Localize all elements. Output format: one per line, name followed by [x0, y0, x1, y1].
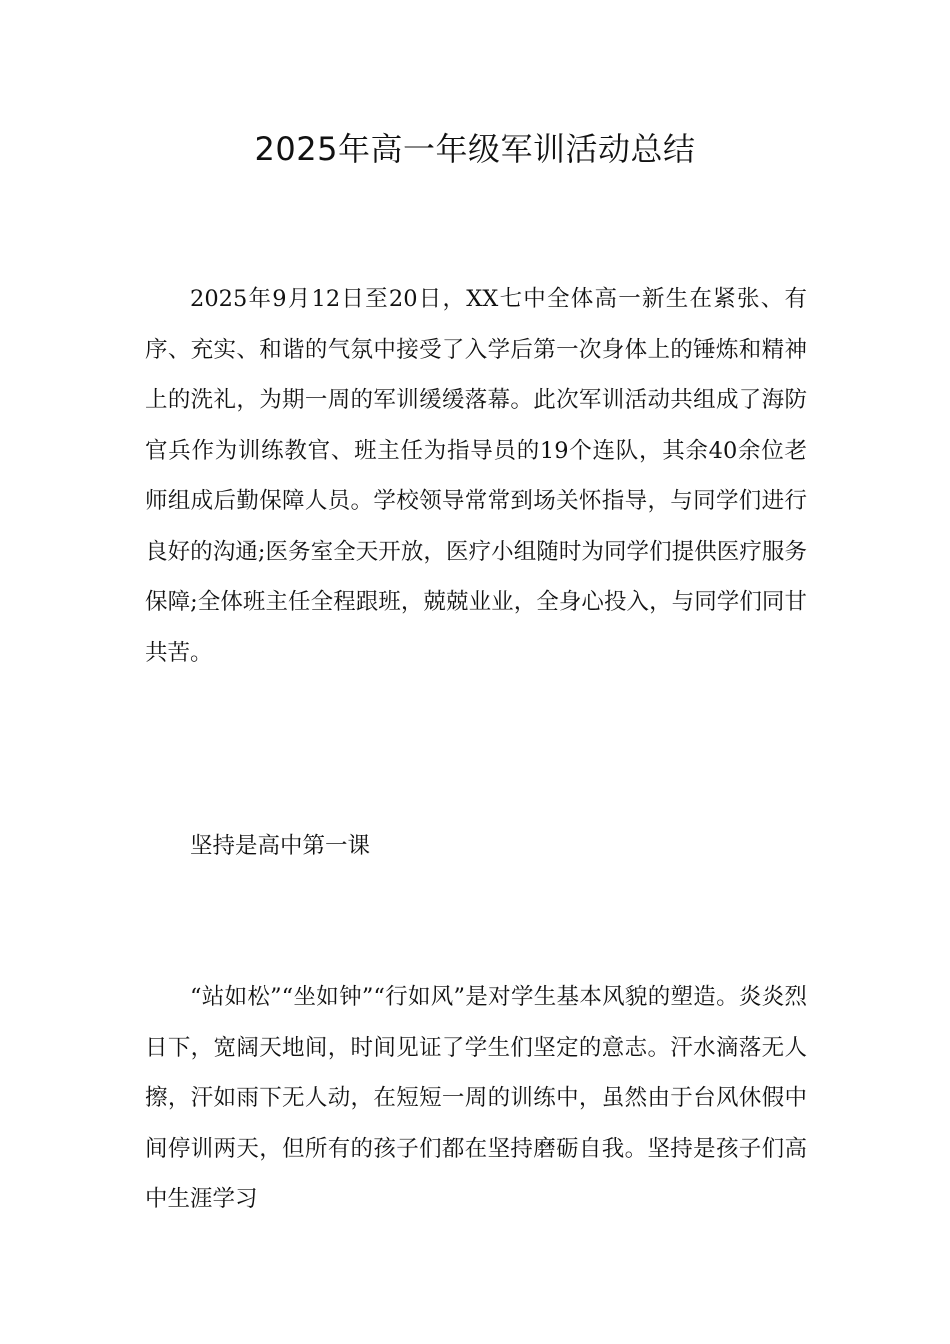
intro-paragraph: 2025年9月12日至20日，XX七中全体高一新生在紧张、有序、充实、和谐的气氛中接受了入学后第一次身体上的锤炼和精神上的洗礼，为期一周的军训缓缓落幕。此次军训活动共组成了海防官兵作为训练教官、班主任为指导员的19个连队，其余40余位老师组成后勤保障人员。学校领导常常到场关怀指导，与同学们进行良好的沟通;医务室全天开放，医疗小组随时为同学们提供医疗服务保障;全体班主任全程跟班，兢兢业业，全身心投入，与同学们同甘共苦。 [145, 286, 807, 666]
section-heading: 坚持是高中第一课 [190, 833, 371, 859]
document-title: 2025年高一年级军训活动总结 [254, 130, 696, 168]
section-paragraph: “站如松”“坐如钟”“行如风”是对学生基本风貌的塑造。炎炎烈日下，宽阔天地间，时间见证了学生们坚定的意志。汗水滴落无人擦，汗如雨下无人动，在短短一周的训练中，虽然由于台风休假中间停训两天，但所有的孩子们都在坚持磨砺自我。坚持是孩子们高中生涯学习 [145, 984, 807, 1212]
